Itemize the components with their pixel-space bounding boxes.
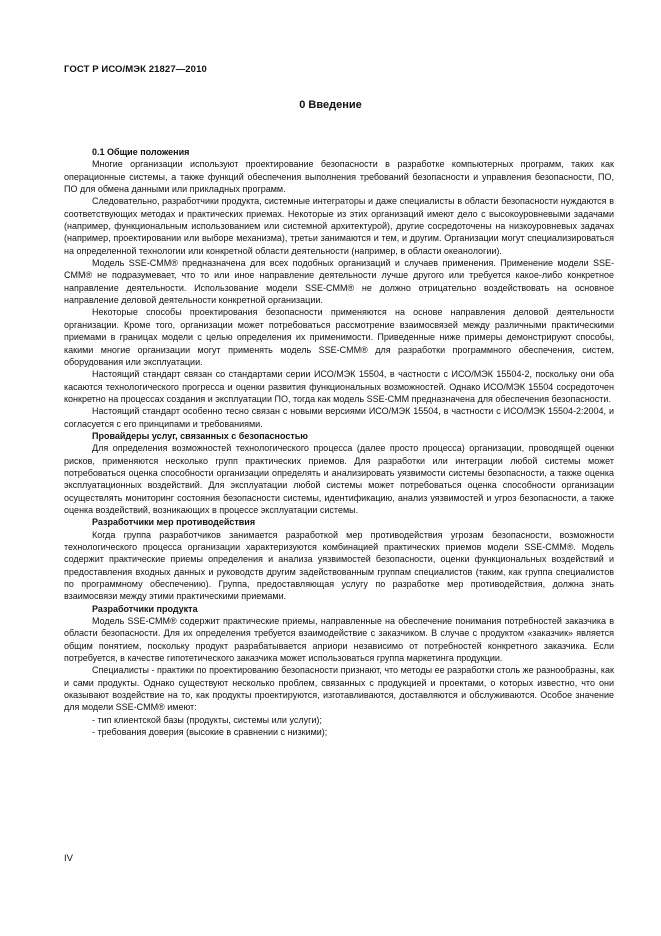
subsection-heading: 0.1 Общие положения (92, 147, 190, 157)
list-item: - требования доверия (высокие в сравнении с низкими); (92, 727, 328, 738)
list-item: - тип клиентской базы (продукты, системы или услуги); (92, 714, 322, 725)
paragraph: Настоящий стандарт особенно тесно связан с новыми версиями ИСО/МЭК 15504, в частности с ИСО/МЭК 15504-2:2004, и согласуется с его принципами и требованиями. (64, 406, 614, 429)
paragraph: Специалисты - практики по проектированию безопасности признают, что методы ее разработки столь же разнообразны, как и сами продукты. Однако существуют несколько проблем, связанных с продукцией и проектами, о которых известно, что они оказывают воздействие на то, как продукты проектируются, изготавливаются, доставляются и обслуживаются. Особое значение для модели SSE-CMM® имеют: (64, 665, 614, 713)
paragraph: Для определения возможностей технологического процесса (далее просто процесса) организации, проводящей оценки рисков, применяются несколько групп практических приемов. Для разработки или интеграции любой системы может потребоваться оценка способности организации определять и анализировать уязвимости системы безопасности, а также оценка эксплуатационных воздействий. Для эксплуатации любой системы может потребоваться оценка способности организации осуществлять мониторинг состояния безопасности системы, идентификацию, анализ уязвимостей и угроз безопасности, а также оценка воздействий, возникающих в процессе эксплуатации системы. (64, 443, 614, 515)
section-title: 0 Введение (299, 99, 362, 111)
subsection-heading: Разработчики мер противодействия (92, 517, 256, 528)
paragraph: Модель SSE-CMM® содержит практические приемы, направленные на обеспечение понимания потребностей заказчика в области безопасности. Для их определения требуется взаимодействие с заказчиком. В случае с продуктом «заказчик» является общим понятием, поскольку продукт разрабатывается априори независимо от потребностей конкретного заказчика. Если потребуется, в качестве гипотетического заказчика может использоваться группа маркетинга продукции. (64, 616, 614, 664)
paragraph: Настоящий стандарт связан со стандартами серии ИСО/МЭК 15504, в частности с ИСО/МЭК 15504-2, поскольку они оба касаются технологического прогресса и оценки развития функциональных возможностей. Однако ИСО/МЭК 15504 сосредоточен конкретно на процессах создания и эксплуатации ПО, тогда как модель SSE-CMM предназначена для обеспечения безопасности. (64, 369, 614, 404)
page-number: IV (64, 853, 73, 864)
paragraph: Некоторые способы проектирования безопасности применяются на основе направления деловой деятельности организации. Кроме того, организации может потребоваться рассмотрение взаимосвязей между различными практическими приемами в границах модели с целью определения их применимости. Приведенные ниже примеры демонстрируют способы, какими многие организации могут применять модель SSE-CMM® для разработки программного обеспечения, систем, оборудования или эксплуатации. (64, 307, 614, 367)
subsection-heading: Разработчики продукта (92, 603, 198, 614)
subsection-heading: Провайдеры услуг, связанных с безопасностью (92, 430, 308, 441)
paragraph: Когда группа разработчиков занимается разработкой мер противодействия угрозам безопасности, возможности технологического процесса организации характеризуются комбинацией практических приемов модели SSE-CMM®. Модель содержит практические приемы определения и анализа уязвимостей безопасности, оценки функциональных воздействий и предоставления входных данных и руководств другим задействованным группам специалистов (таким, как группа специалистов по программному обеспечению). Группа, предоставляющая услугу по разработке мер противодействия, должна знать взаимосвязи между этими практическими приемами. (64, 529, 614, 602)
running-header: ГОСТ Р ИСО/МЭК 21827—2010 (64, 64, 207, 75)
paragraph: Следовательно, разработчики продукта, системные интеграторы и даже специалисты в области безопасности нуждаются в соответствующих методах и практических приемах. Некоторые из этих организаций имеют дело с высокоуровневыми задачами (например, функциональным использованием или системной архитектурой), другие сосредоточены на низкоуровневых задачах (например, проектировании или выборе механизма), третьи занимаются и тем, и другим. Организации могут специализироваться на определенной технологии или конкретной области деятельности (например, в области океанологии). (64, 196, 614, 256)
paragraph: Многие организации используют проектирование безопасности в разработке компьютерных программ, таких как операционные системы, а также функций обеспечения выполнения требований безопасности и управления безопасности, ПО, ПО для обмена данными или прикладных программ. (64, 159, 614, 195)
body-text (64, 146, 614, 739)
paragraph: Модель SSE-CMM® предназначена для всех подобных организаций и случаев применения. Применение модели SSE-CMM® не подразумевает, что то или иное направление деятельности лучше другого или требуется какое-либо конкретное направление деятельности. Использование модели SSE-CMM® не должно отрицательно воздействовать на основное направление деловой деятельности конкретной организации. (64, 258, 614, 306)
